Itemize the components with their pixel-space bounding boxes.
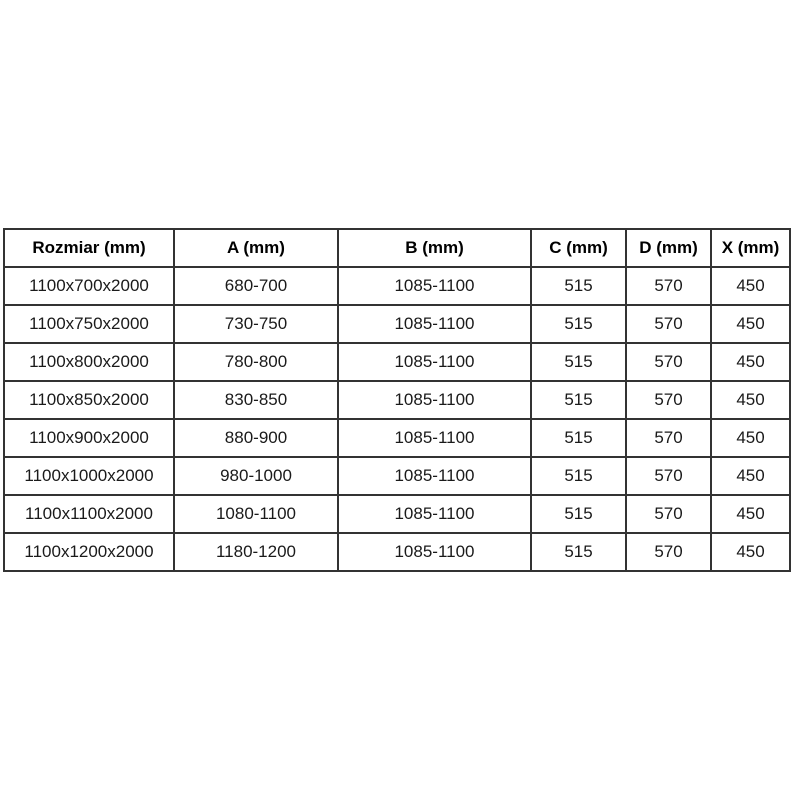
table-cell: 1100x1000x2000	[4, 457, 174, 495]
column-header: C (mm)	[531, 229, 626, 267]
table-cell: 515	[531, 457, 626, 495]
table-cell: 1085-1100	[338, 495, 531, 533]
table-cell: 570	[626, 343, 711, 381]
table-cell: 450	[711, 343, 790, 381]
table-cell: 1080-1100	[174, 495, 338, 533]
table-header-row-group	[4, 229, 790, 267]
column-header: X (mm)	[711, 229, 790, 267]
table-cell: 570	[626, 381, 711, 419]
table-cell: 515	[531, 533, 626, 571]
table-cell: 515	[531, 495, 626, 533]
table-cell: 1100x1200x2000	[4, 533, 174, 571]
table-cell: 515	[531, 305, 626, 343]
table-cell: 570	[626, 457, 711, 495]
table-cell: 570	[626, 419, 711, 457]
table-cell: 570	[626, 267, 711, 305]
table-cell: 450	[711, 305, 790, 343]
table-cell: 1100x750x2000	[4, 305, 174, 343]
table-cell: 980-1000	[174, 457, 338, 495]
column-header: A (mm)	[174, 229, 338, 267]
table-cell: 450	[711, 495, 790, 533]
table-cell: 450	[711, 419, 790, 457]
table-cell: 1085-1100	[338, 305, 531, 343]
table-cell: 450	[711, 267, 790, 305]
table-cell: 880-900	[174, 419, 338, 457]
table-cell: 570	[626, 533, 711, 571]
table-body	[4, 267, 790, 571]
table-cell: 1085-1100	[338, 533, 531, 571]
table-cell: 450	[711, 457, 790, 495]
table-cell: 1100x900x2000	[4, 419, 174, 457]
table-cell: 1100x850x2000	[4, 381, 174, 419]
table-cell: 1100x800x2000	[4, 343, 174, 381]
table-cell: 450	[711, 381, 790, 419]
table-cell: 1100x1100x2000	[4, 495, 174, 533]
table-row	[4, 457, 790, 495]
column-header: Rozmiar (mm)	[4, 229, 174, 267]
table-cell: 680-700	[174, 267, 338, 305]
table-row	[4, 381, 790, 419]
table-cell: 515	[531, 419, 626, 457]
table-row	[4, 305, 790, 343]
table-cell: 570	[626, 305, 711, 343]
table-cell: 1180-1200	[174, 533, 338, 571]
table-cell: 730-750	[174, 305, 338, 343]
table-row	[4, 343, 790, 381]
table-cell: 780-800	[174, 343, 338, 381]
table-header-row	[4, 229, 790, 267]
table-cell: 570	[626, 495, 711, 533]
table-cell: 1085-1100	[338, 457, 531, 495]
table-cell: 1085-1100	[338, 381, 531, 419]
table-row	[4, 419, 790, 457]
table-cell: 515	[531, 267, 626, 305]
table-cell: 1085-1100	[338, 419, 531, 457]
table-cell: 830-850	[174, 381, 338, 419]
size-specification-table	[3, 228, 791, 572]
table-cell: 1085-1100	[338, 343, 531, 381]
column-header: D (mm)	[626, 229, 711, 267]
table-row	[4, 495, 790, 533]
table-row	[4, 267, 790, 305]
table-row	[4, 533, 790, 571]
table-cell: 1100x700x2000	[4, 267, 174, 305]
table-cell: 515	[531, 343, 626, 381]
column-header: B (mm)	[338, 229, 531, 267]
table-cell: 1085-1100	[338, 267, 531, 305]
table-cell: 450	[711, 533, 790, 571]
size-table-container	[3, 228, 789, 572]
table-cell: 515	[531, 381, 626, 419]
